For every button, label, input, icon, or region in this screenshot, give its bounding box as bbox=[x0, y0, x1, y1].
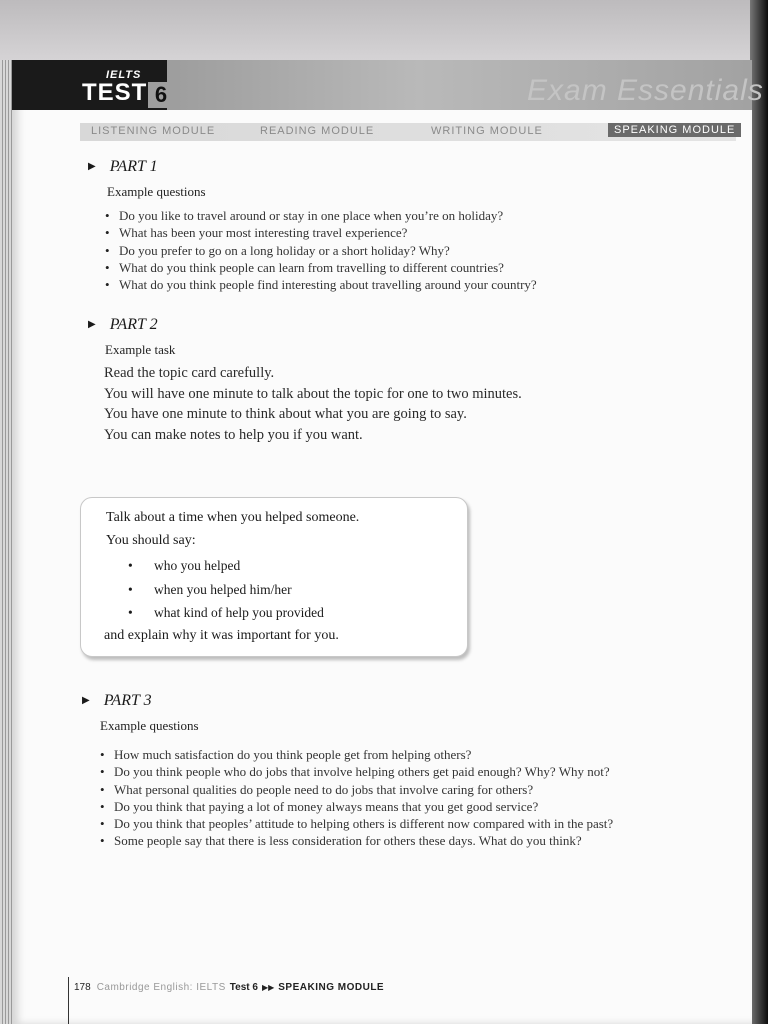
test-number-badge: 6 bbox=[148, 82, 174, 108]
list-item: • How much satisfaction do you think people get from helping others? bbox=[100, 747, 613, 764]
card-closing: and explain why it was important for you. bbox=[104, 628, 339, 643]
list-item: • Some people say that there is less consideration for others these days. What do you think? bbox=[100, 833, 613, 850]
part1-question-list bbox=[105, 208, 537, 294]
part3-heading bbox=[82, 692, 152, 710]
instruction-line: You will have one minute to talk about the topic for one to two minutes. bbox=[104, 385, 522, 402]
list-item: • What personal qualities do people need to do jobs that involve caring for others? bbox=[100, 782, 613, 799]
double-arrow-icon: ▶▶ bbox=[261, 983, 275, 992]
module-tab-speaking: SPEAKING MODULE bbox=[608, 123, 741, 137]
module-tab-reading: READING MODULE bbox=[260, 125, 375, 137]
test-label: TEST bbox=[82, 79, 148, 106]
list-item: • Do you prefer to go on a long holiday or a short holiday? Why? bbox=[105, 243, 537, 260]
instruction-line: You can make notes to help you if you want. bbox=[104, 427, 363, 444]
list-item: • What do you think people find interesting about travelling around your country? bbox=[105, 277, 537, 294]
footer-rule bbox=[68, 977, 69, 1024]
list-item: • Do you like to travel around or stay in one place when you’re on holiday? bbox=[105, 208, 537, 225]
ielts-label: IELTS bbox=[106, 69, 142, 81]
part1-subtitle: Example questions bbox=[107, 184, 206, 199]
card-point: • when you helped him/her bbox=[128, 582, 292, 597]
bullet-icon: • bbox=[128, 582, 133, 597]
card-topic: Talk about a time when you helped someone. bbox=[106, 510, 360, 525]
topic-card bbox=[80, 497, 468, 657]
part2-heading bbox=[88, 316, 158, 334]
triangle-bullet-icon: ▶ bbox=[88, 161, 96, 172]
part3-title: PART 3 bbox=[103, 692, 152, 709]
part2-title: PART 2 bbox=[109, 316, 158, 333]
part2-instructions bbox=[104, 365, 522, 448]
list-item: • What has been your most interesting travel experience? bbox=[105, 225, 537, 242]
list-item: • Do you think that peoples’ attitude to helping others is different now compared with in the past? bbox=[100, 816, 613, 833]
part1-heading bbox=[88, 158, 158, 176]
module-tab-writing: WRITING MODULE bbox=[431, 125, 543, 137]
part3-question-list bbox=[100, 747, 613, 851]
part3-subtitle: Example questions bbox=[100, 718, 199, 733]
page-number: 178 bbox=[74, 982, 91, 993]
list-item: • Do you think that paying a lot of money always means that you get good service? bbox=[100, 799, 613, 816]
test-title-block bbox=[12, 60, 167, 110]
scanner-background-top bbox=[0, 0, 768, 62]
exam-essentials-banner: Exam Essentials bbox=[527, 74, 764, 107]
card-point: • who you helped bbox=[128, 558, 241, 573]
footer-test: Test 6 bbox=[229, 982, 258, 993]
scanner-background-right bbox=[750, 0, 768, 1024]
list-item: • Do you think people who do jobs that involve helping others get paid enough? Why? Why not? bbox=[100, 764, 613, 781]
card-point: • what kind of help you provided bbox=[128, 605, 324, 620]
module-tab-listening: LISTENING MODULE bbox=[91, 125, 216, 137]
page-footer bbox=[74, 982, 384, 993]
triangle-bullet-icon: ▶ bbox=[82, 695, 90, 706]
module-nav bbox=[80, 123, 736, 141]
page-header-band bbox=[12, 60, 764, 110]
part2-subtitle: Example task bbox=[105, 342, 176, 357]
instruction-line: You have one minute to think about what you are going to say. bbox=[104, 406, 467, 423]
card-prompt: You should say: bbox=[106, 533, 196, 548]
list-item: • What do you think people can learn from travelling to different countries? bbox=[105, 260, 537, 277]
instruction-line: Read the topic card carefully. bbox=[104, 365, 275, 381]
triangle-bullet-icon: ▶ bbox=[88, 319, 96, 330]
part1-title: PART 1 bbox=[109, 158, 158, 175]
footer-module: SPEAKING MODULE bbox=[278, 982, 385, 993]
bullet-icon: • bbox=[128, 558, 133, 573]
book-page bbox=[12, 60, 764, 1024]
footer-series: Cambridge English: IELTS bbox=[96, 982, 226, 993]
bullet-icon: • bbox=[128, 605, 133, 620]
